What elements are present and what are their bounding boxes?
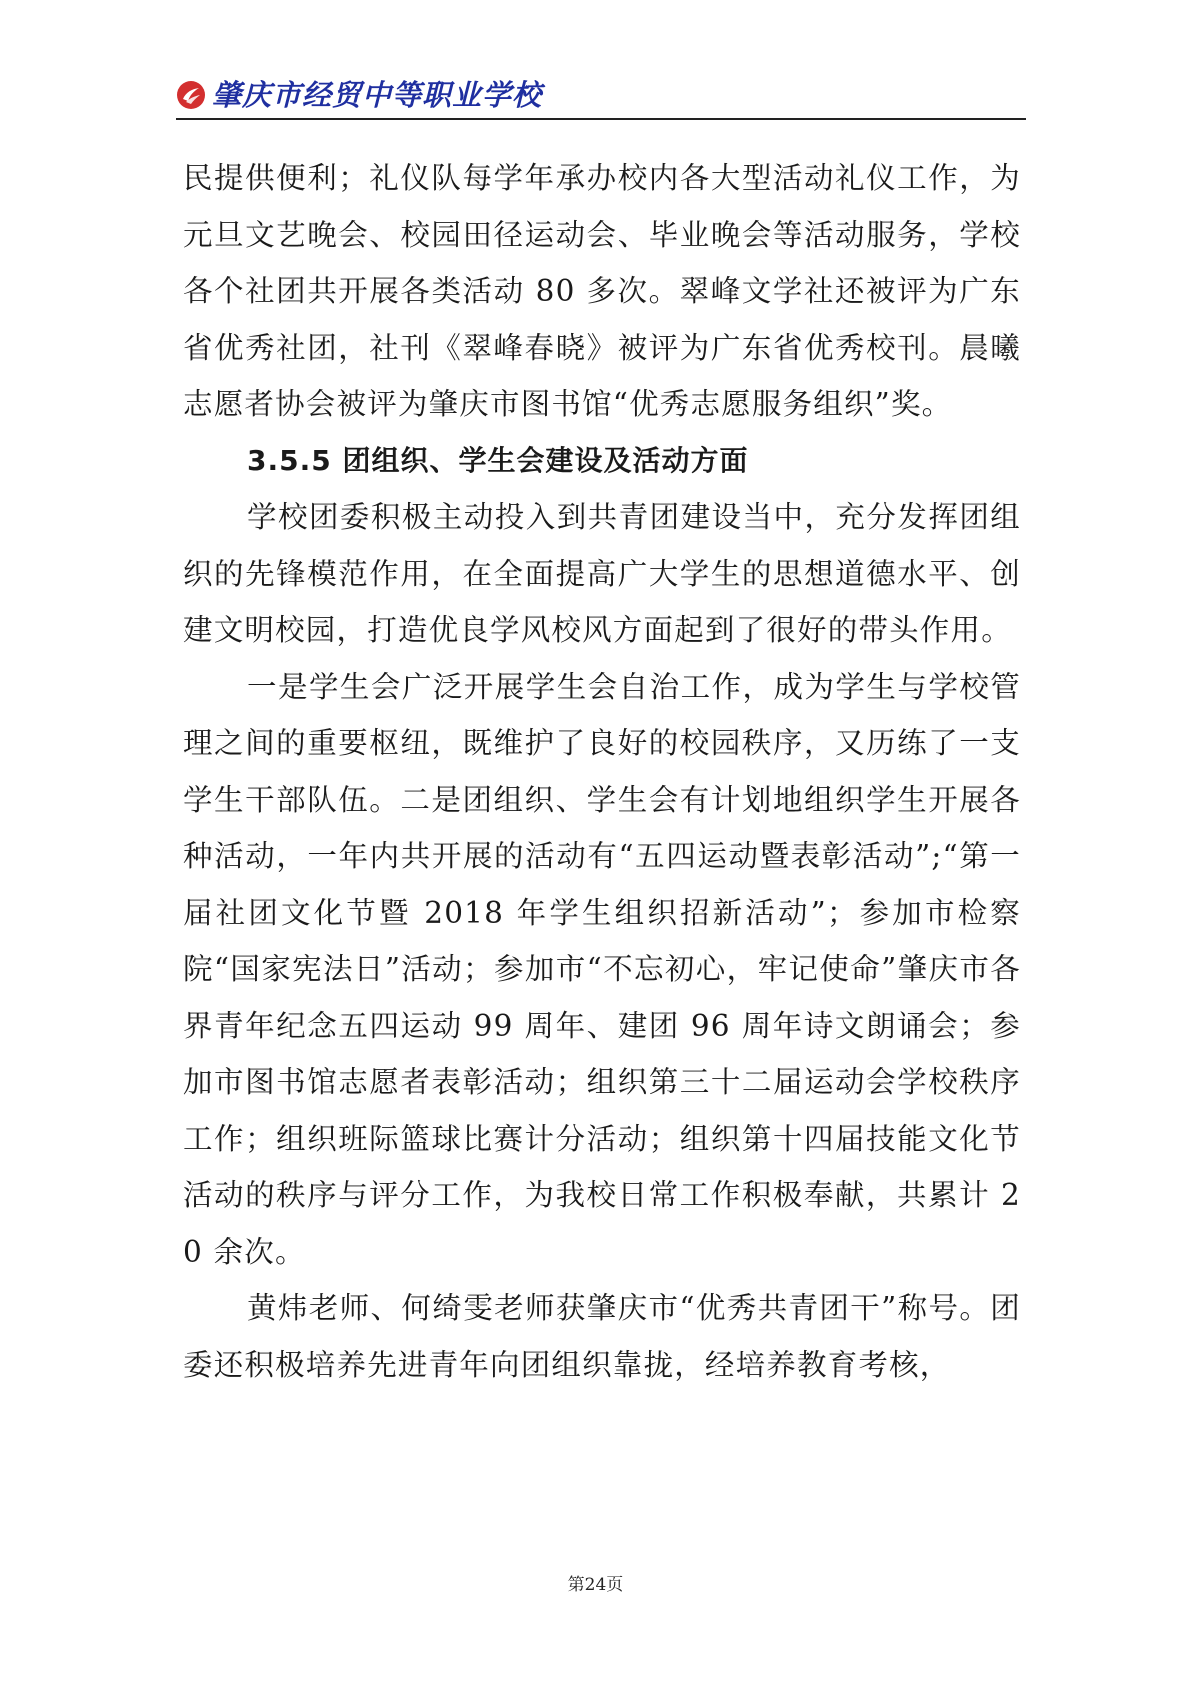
paragraph-awards: 黄炜老师、何绮雯老师获肇庆市“优秀共青团干”称号。团委还积极培养先进青年向团组织靠拢，经培养教育考核， (183, 1291, 1021, 1382)
document-body (183, 150, 1021, 1393)
header-divider (176, 118, 1026, 120)
page-header (176, 78, 1026, 122)
school-name: 肇庆市经贸中等职业学校 (212, 78, 543, 112)
section-heading: 3.5.5 团组织、学生会建设及活动方面 (247, 443, 749, 477)
paragraph-activities: 一是学生会广泛开展学生会自治工作，成为学生与学校管理之间的重要枢纽，既维护了良好的校园秩序，又历练了一支学生干部队伍。二是团组织、学生会有计划地组织学生开展各种活动，一年内共开展的活动有“五四运动暨表彰活动”;“第一届社团文化节暨 2018 年学生组织招新活动”；参加市检察院“国家宪法日”活动；参加市“不忘初心，牢记使命”肇庆市各界青年纪念五四运动 99 周年、建团 96 周年诗文朗诵会；参加市图书馆志愿者表彰活动；组织第三十二届运动会学校秩序工作；组织班际篮球比赛计分活动；组织第十四届技能文化节活动的秩序与评分工作，为我校日常工作积极奉献，共累计 20 余次。 (183, 669, 1021, 1269)
paragraph-continued: 民提供便利；礼仪队每学年承办校内各大型活动礼仪工作，为元旦文艺晚会、校园田径运动会、毕业晚会等活动服务，学校各个社团共开展各类活动 80 多次。翠峰文学社还被评为广东省优秀社团，社刊《翠峰春晓》被评为广东省优秀校刊。晨曦志愿者协会被评为肇庆市图书馆“优秀志愿服务组织”奖。 (183, 161, 1021, 421)
page-number: 第24页 (567, 1575, 624, 1595)
paragraph-intro: 学校团委积极主动投入到共青团建设当中，充分发挥团组织的先锋模范作用，在全面提高广大学生的思想道德水平、创建文明校园，打造优良学风校风方面起到了很好的带头作用。 (183, 500, 1021, 647)
school-logo-icon (176, 80, 206, 110)
